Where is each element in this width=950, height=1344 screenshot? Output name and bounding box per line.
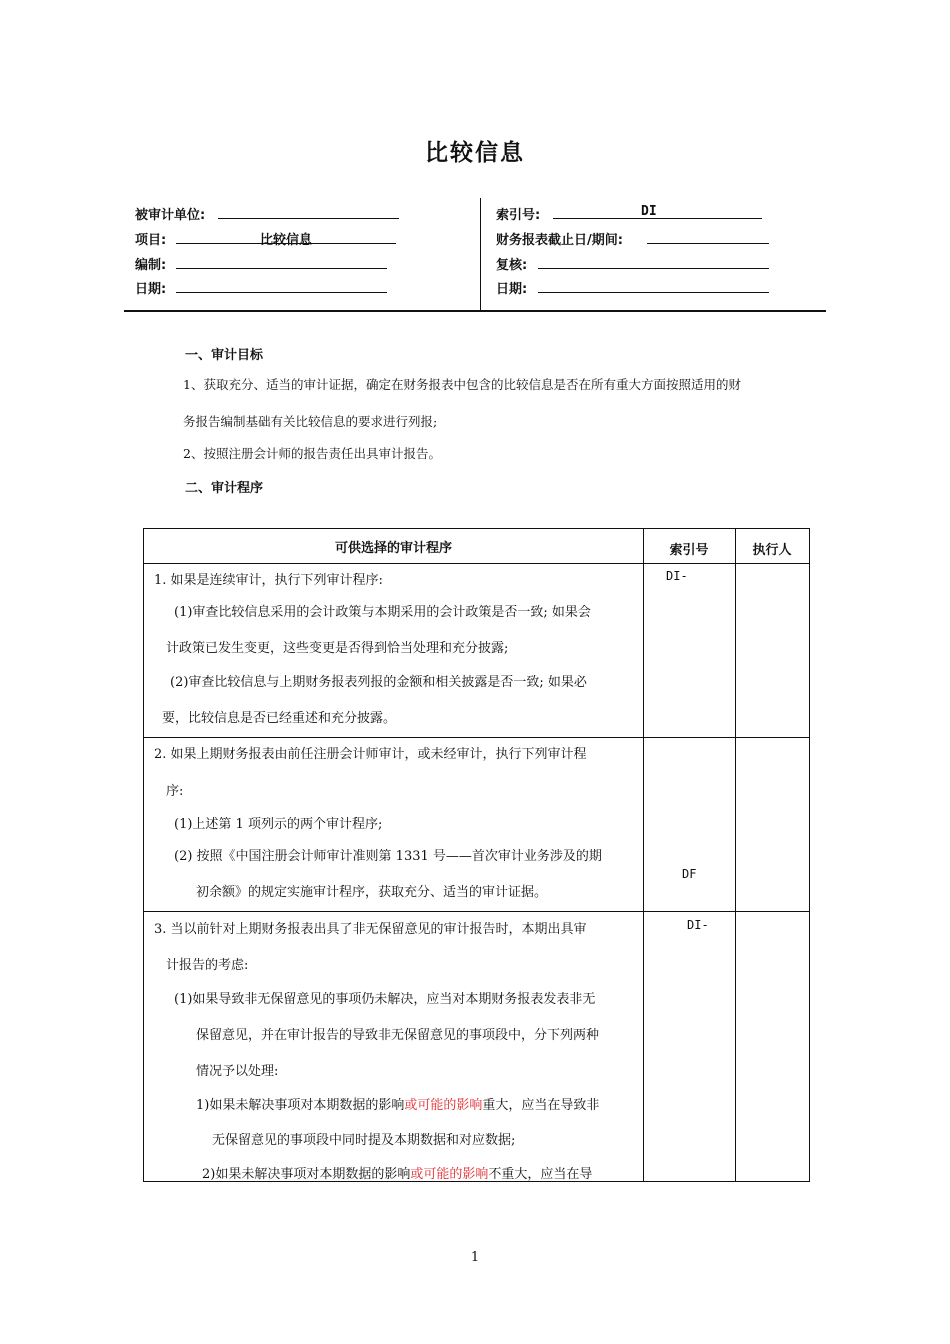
row1-line: 1. 如果是连续审计，执行下列审计程序: bbox=[154, 573, 383, 588]
procedure-heading: 二、审计程序 bbox=[185, 481, 264, 496]
row2-index: DF bbox=[682, 867, 697, 881]
objective-text-1b: 务报告编制基础有关比较信息的要求进行列报; bbox=[183, 414, 438, 429]
col-divider bbox=[643, 529, 644, 1181]
index-label: 索引号: bbox=[496, 208, 541, 223]
prepared-field bbox=[176, 254, 387, 269]
prepared-label: 编制: bbox=[135, 258, 167, 273]
row1-line: 计政策已发生变更，这些变更是否得到恰当处理和充分披露; bbox=[166, 641, 509, 656]
col-header-index: 索引号 bbox=[669, 543, 709, 558]
date2-label: 日期: bbox=[496, 282, 528, 297]
row3-line-8b: 不重大，应当在导 bbox=[488, 1167, 593, 1182]
row3-line: (1)如果导致非无保留意见的事项仍未解决，应当对本期财务报表发表非无 bbox=[174, 992, 596, 1007]
date2-field bbox=[538, 278, 769, 293]
page-number: 1 bbox=[470, 1250, 480, 1265]
row2-line: (1)上述第 1 项列示的两个审计程序; bbox=[174, 817, 383, 832]
col-divider bbox=[735, 529, 736, 1181]
header-divider bbox=[480, 198, 481, 310]
row2-line: 初余额》的规定实施审计程序，获取充分、适当的审计证据。 bbox=[196, 885, 548, 900]
objective-heading: 一、审计目标 bbox=[185, 348, 264, 363]
row3-line-6 bbox=[196, 1094, 599, 1113]
row1-line: (2)审查比较信息与上期财务报表列报的金额和相关披露是否一致; 如果必 bbox=[170, 675, 587, 690]
row1-index: DI- bbox=[666, 569, 688, 583]
row3-line-7: 无保留意见的事项段中同时提及本期数据和对应数据; bbox=[212, 1133, 516, 1148]
period-label: 财务报表截止日/期间: bbox=[496, 233, 623, 248]
objective-text-2: 2、按照注册会计师的报告责任出具审计报告。 bbox=[183, 446, 441, 461]
auditee-label: 被审计单位: bbox=[135, 208, 206, 223]
row3-line: 计报告的考虑: bbox=[166, 958, 249, 973]
row3-line-8-highlight: 或可能的影响 bbox=[410, 1167, 489, 1182]
row-divider bbox=[144, 737, 809, 738]
row3-line-6a: 1)如果未解决事项对本期数据的影响 bbox=[196, 1098, 405, 1113]
procedure-table bbox=[143, 528, 810, 1182]
auditee-field bbox=[218, 204, 399, 219]
date-label: 日期: bbox=[135, 282, 167, 297]
row3-line: 情况予以处理: bbox=[196, 1064, 279, 1079]
index-field bbox=[553, 204, 762, 219]
review-field bbox=[538, 254, 769, 269]
row-divider bbox=[144, 563, 809, 564]
index-value: DI bbox=[641, 204, 657, 219]
period-field bbox=[647, 229, 769, 244]
row-divider bbox=[144, 911, 809, 912]
row3-line-8 bbox=[202, 1163, 592, 1182]
row3-index: DI- bbox=[687, 918, 709, 932]
page-title: 比较信息 bbox=[425, 140, 525, 166]
objective-text-1a: 1、获取充分、适当的审计证据，确定在财务报表中包含的比较信息是否在所有重大方面按照适用的财 bbox=[183, 377, 741, 392]
project-label: 项目: bbox=[135, 233, 167, 248]
row2-line: (2) 按照《中国注册会计师审计准则第 1331 号——首次审计业务涉及的期 bbox=[174, 849, 602, 864]
date-field bbox=[176, 278, 387, 293]
row3-line: 3. 当以前针对上期财务报表出具了非无保留意见的审计报告时，本期出具审 bbox=[154, 922, 587, 937]
row2-line: 序: bbox=[166, 784, 184, 799]
row1-line: (1)审查比较信息采用的会计政策与本期采用的会计政策是否一致; 如果会 bbox=[174, 605, 591, 620]
col-header-procedure: 可供选择的审计程序 bbox=[334, 541, 452, 556]
row1-line: 要，比较信息是否已经重述和充分披露。 bbox=[162, 711, 397, 726]
row3-line-6b: 重大，应当在导致非 bbox=[482, 1098, 600, 1113]
row3-line: 保留意见，并在审计报告的导致非无保留意见的事项段中，分下列两种 bbox=[196, 1028, 600, 1043]
project-field: 比较信息 bbox=[176, 229, 396, 244]
row3-line-6-highlight: 或可能的影响 bbox=[404, 1098, 483, 1113]
row2-line: 2. 如果上期财务报表由前任注册会计师审计，或未经审计，执行下列审计程 bbox=[154, 747, 587, 762]
header-rule bbox=[124, 310, 826, 312]
col-header-executor: 执行人 bbox=[752, 543, 792, 558]
review-label: 复核: bbox=[496, 258, 528, 273]
row3-line-8a: 2)如果未解决事项对本期数据的影响 bbox=[202, 1167, 411, 1182]
